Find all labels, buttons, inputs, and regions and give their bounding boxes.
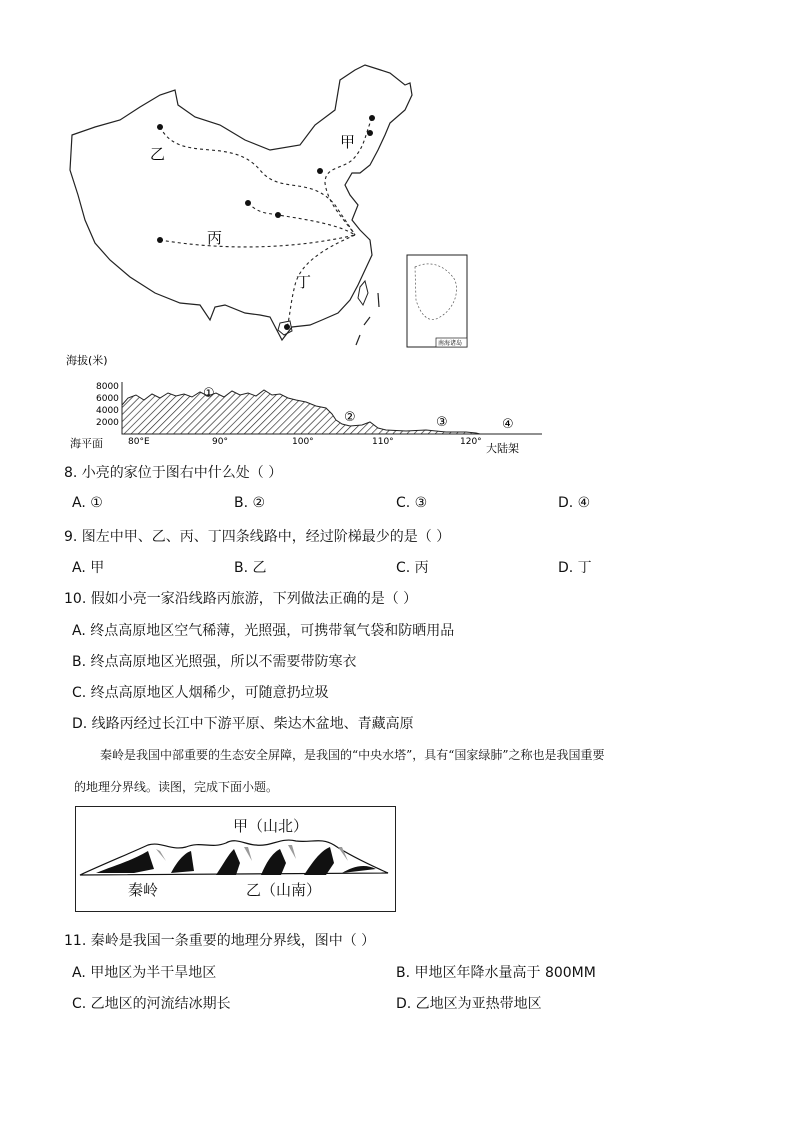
question-8-option-d[interactable]: D. ④ bbox=[558, 495, 591, 511]
ytick-2000: 2000 bbox=[96, 418, 119, 428]
route-yi-line bbox=[160, 127, 355, 235]
south-china-sea-inset bbox=[407, 255, 467, 347]
passage-line-2: 的地理分界线。读图，完成下面小题。 bbox=[74, 780, 279, 794]
profile-ylabel: 海拔(米) bbox=[66, 354, 108, 367]
route-label-bing: 丙 bbox=[207, 229, 223, 247]
question-10-stem: 10. 假如小亮一家沿线路丙旅游，下列做法正确的是（ ） bbox=[64, 591, 418, 607]
terrain-silhouette bbox=[122, 390, 480, 434]
question-9-option-b[interactable]: B. 乙 bbox=[234, 560, 267, 576]
question-10-option-a[interactable]: A. 终点高原地区空气稀薄，光照强，可携带氧气袋和防晒用品 bbox=[72, 623, 455, 639]
xtick-80: 80°E bbox=[128, 437, 150, 447]
question-11-stem: 11. 秦岭是我国一条重要的地理分界线，图中（ ） bbox=[64, 933, 376, 949]
taiwan-island bbox=[358, 281, 368, 305]
question-9-option-d[interactable]: D. 丁 bbox=[558, 560, 592, 576]
route-label-jia: 甲 bbox=[340, 133, 356, 151]
question-8-stem: 8. 小亮的家位于图右中什么处（ ） bbox=[64, 465, 283, 481]
stage-marker-3: ③ bbox=[436, 415, 448, 430]
inset-label: 南海诸岛 bbox=[438, 340, 463, 347]
question-11-option-c[interactable]: C. 乙地区的河流结冰期长 bbox=[72, 996, 231, 1012]
route-label-ding: 丁 bbox=[296, 273, 312, 291]
question-11-option-b[interactable]: B. 甲地区年降水量高于 800MM bbox=[396, 965, 596, 981]
question-8-option-c[interactable]: C. ③ bbox=[396, 495, 428, 511]
question-9-option-c[interactable]: C. 丙 bbox=[396, 560, 429, 576]
route-branch-line bbox=[248, 203, 355, 235]
stage-marker-1: ① bbox=[203, 386, 215, 401]
stage-marker-4: ④ bbox=[502, 417, 514, 432]
xtick-110: 110° bbox=[372, 437, 394, 447]
north-label: 甲（山北） bbox=[233, 817, 309, 835]
ytick-4000: 4000 bbox=[96, 406, 119, 416]
question-9-stem: 9. 图左中甲、乙、丙、丁四条线路中，经过阶梯最少的是（ ） bbox=[64, 529, 451, 545]
question-9-option-a[interactable]: A. 甲 bbox=[72, 560, 105, 576]
qinling-diagram bbox=[75, 806, 396, 912]
sea-level-label: 海平面 bbox=[70, 437, 103, 450]
shelf-label: 大陆架 bbox=[486, 442, 519, 455]
xtick-90: 90° bbox=[212, 437, 228, 447]
question-10-option-c[interactable]: C. 终点高原地区人烟稀少，可随意扔垃圾 bbox=[72, 685, 329, 701]
china-route-map bbox=[60, 55, 480, 355]
question-11-option-d[interactable]: D. 乙地区为亚热带地区 bbox=[396, 996, 542, 1012]
question-8-option-b[interactable]: B. ② bbox=[234, 495, 266, 511]
question-11-option-a[interactable]: A. 甲地区为半干旱地区 bbox=[72, 965, 217, 981]
question-8-option-a[interactable]: A. ① bbox=[72, 495, 103, 511]
xtick-120: 120° bbox=[460, 437, 482, 447]
china-outline bbox=[70, 65, 412, 340]
ytick-6000: 6000 bbox=[96, 394, 119, 404]
range-label: 秦岭 bbox=[128, 881, 159, 899]
route-bing-line bbox=[160, 235, 355, 247]
south-label: 乙（山南） bbox=[246, 881, 322, 899]
route-label-yi: 乙 bbox=[150, 145, 166, 163]
passage-line-1: 秦岭是我国中部重要的生态安全屏障，是我国的“中央水塔”，具有“国家绿肺”之称也是我国重要 bbox=[100, 748, 605, 762]
question-10-option-d[interactable]: D. 线路丙经过长江中下游平原、柴达木盆地、青藏高原 bbox=[72, 716, 414, 732]
xtick-100: 100° bbox=[292, 437, 314, 447]
ytick-8000: 8000 bbox=[96, 382, 119, 392]
mountain-range bbox=[76, 833, 395, 883]
terrain-profile bbox=[66, 350, 546, 458]
question-10-option-b[interactable]: B. 终点高原地区光照强，所以不需要带防寒衣 bbox=[72, 654, 357, 670]
stage-marker-2: ② bbox=[344, 410, 356, 425]
